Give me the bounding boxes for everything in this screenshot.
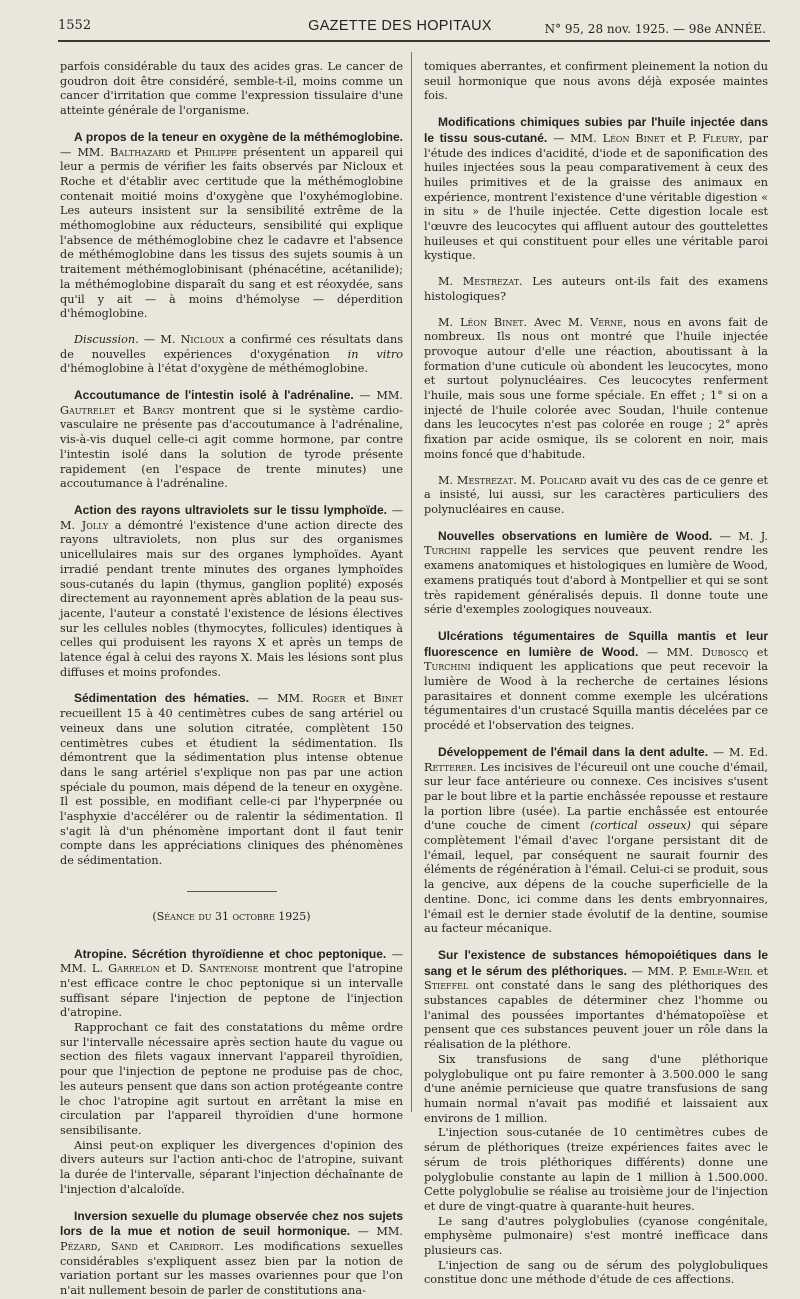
journal-title: GAZETTE DES HOPITAUX bbox=[308, 18, 492, 34]
author-name: Turchini bbox=[424, 660, 471, 674]
author-name: Roger bbox=[312, 692, 346, 706]
issue-info: N° 95, 28 nov. 1925. — 98e ANNÉE. bbox=[544, 22, 766, 36]
article-title: A propos de la teneur en oxygène de la méthémoglobine. bbox=[74, 129, 403, 144]
right-column bbox=[424, 60, 769, 1287]
session-heading bbox=[60, 891, 403, 925]
author-name: Duboscq bbox=[701, 645, 749, 659]
article-title: Atropine. Sécrétion thyroïdienne et choc peptonique. bbox=[74, 946, 387, 961]
author-name: Mestrezat bbox=[462, 275, 520, 289]
discussion-comment: M. Mestrezat. M. Policard avait vu des cas de ce genre et a insisté, lui aussi, sur les caractères particuliers des polynucléaires en cause. bbox=[424, 473, 769, 516]
article-title: Nouvelles observations en lumière de Wood. bbox=[438, 528, 713, 543]
article-duboscq: Ulcérations tégumentaires de Squilla mantis et leur fluorescence en lumière de Wood. — MM. Duboscq et Turchini indiquent les applications que peut recevoir la lumière de Wood à la recherche de certaines lésions parasitaires et donnent comme exemple les ulcérations tégumentaires d'un crustacé Squilla mantis décelées par ce procédé et l'observation des teignes. bbox=[424, 628, 768, 733]
discussion-reply: M. Léon Binet. Avec M. Verne, nous en avons fait de nombreux. Ils nous ont montré que l'huile injectée provoque autour d'elle une réaction, aboutissant à la formation d'une cuticule où abondent les leucocytes, mono et surtout polynucléaires. Ces leucocytes renferment l'huile, mais sous une forme spéciale. En effet ; 1° si on a injecté de l'huile colorée avec Soudan, l'huile contenue dans les leucocytes n'est pas colorée en rouge ; 2° après fixation par acide osmique, ils se colorent en noir, mais moins foncé que d'habitude. bbox=[424, 315, 769, 461]
author-name: D. Santenoise bbox=[181, 962, 259, 976]
author-name: Sand bbox=[110, 1239, 138, 1253]
article-pezard: Inversion sexuelle du plumage observée chez nos sujets lors de la mue et notion de seuil hormonique. — MM. Pézard, Sand et Caridroit. Les modifications sexuelles considérables s'expliquent assez bien par la notion de variation portant sur les masses ovariennes pour que l'on n'ait nullement besoin de parler de constitutions ana- bbox=[60, 1208, 403, 1298]
article-title: Sédimentation des hématies. bbox=[74, 691, 250, 706]
author-name: Jolly bbox=[81, 518, 109, 532]
article-jolly: Action des rayons ultraviolets sur le tissu lymphoïde. — M. Jolly a démontré l'existence d'une action directe des rayons ultraviolets, non plus sur des organismes unicellulaires mais sur des organes lymphoïdes. Ayant irradié pendant trente minutes des organes lymphoïdes sous-cutanés du lapin (thymus, ganglion poplité) exposés directement au rayonnement après ablation de la peau sus-jacente, l'auteur a constaté l'existence de lésions électives sur les cellules nobles (thymocytes, follicules) identiques à celles qui produisent les rayons X et après un temps de latence égal à celui des rayons X. Mais les lésions sont plus diffuses et moins profondes. bbox=[60, 502, 404, 679]
page-header bbox=[0, 0, 800, 46]
article-roger: Sédimentation des hématies. — MM. Roger et Binet recueillent 15 à 40 centimètres cubes de sang artériel ou veineux dans une solution citratée, complètent 150 centimètres cubes et étudient la sédimentation. Ils démontrent que la sédimentation plus intense obtenue dans le sang artériel s'explique non pas par une action spéciale du poumon, mais dépend de la teneur en oxygène. Il est possible, en modifiant celle-ci par l'hyperpnée ou l'asphyxie d'accélérer ou de ralentir la sédimentation. Il s'agit là d'un phénomène important dont il faut tenir compte dans les appréciations cliniques des phénomènes de sédimentation. bbox=[60, 691, 403, 868]
discussion-paragraph: Discussion. — M. Nicloux a confirmé ces résultats dans de nouvelles expériences d'oxygénation in vitro d'hémoglobine à l'état d'oxygène de méthémoglobine. bbox=[60, 332, 403, 376]
author-name: Stieffel bbox=[424, 979, 469, 993]
article-title: Sur l'existence de substances hémopoiétiques dans le sang et le sérum des pléthoriques. bbox=[424, 947, 768, 978]
article-title: Modifications chimiques subies par l'huile injectée dans le tissu sous-cutané. bbox=[424, 115, 768, 145]
paragraph: Rapprochant ce fait des constatations du même ordre sur l'intervalle nécessaire après section haute du vague ou section des filets vagaux innervant l'appareil thyroïdien, pour que l'injection de peptone ne produise pas de choc, les auteurs pensent que dans son action protégeante contre le choc l'atropine agit surtout en arrêtant la mise en circulation par l'appareil thyroïdien d'une hormone sensibilisante. bbox=[60, 1021, 403, 1137]
discussion-label: Discussion. bbox=[74, 332, 139, 346]
article-gautrelet: Accoutumance de l'intestin isolé à l'adrénaline. — MM. Gautrelet et Bargy montrent que si le système cardio-vasculaire ne présente pas d'accoutumance à l'adrénaline, vis-à-vis duquel celle-ci agit comme hormone, par contre l'intestin isolé dans la solution de tyrode présente rapidement (en l'espace de trente minutes) une accoutumance à l'adrénaline. bbox=[60, 388, 403, 491]
author-name: P. Fleury bbox=[687, 131, 740, 145]
author-name: Mestrezat bbox=[456, 473, 514, 487]
page-number: 1552 bbox=[58, 18, 92, 33]
article-title: Action des rayons ultraviolets sur le tissu lymphoïde. bbox=[74, 502, 387, 517]
article-balthazard: A propos de la teneur en oxygène de la méthémoglobine. — MM. Balthazard et Philippe présentent un appareil qui leur a permis de vérifier les faits observés par Nicloux et Roche et d'établir avec certitude que la méthémoglobine contenait moitié moins d'oxygène que l'oxyhémoglobine. Les auteurs insistent sur la sensibilité extrême de la méthomoglobine aux réducteurs, sensibilité qui explique l'absence de méthémoglobine chez le cadavre et l'absence de méthémoglobine dans les tissus des sujets soumis à un traitement méthémoglobinisant (phénacétine, acétanilide); la méthémoglobine disparaît du sang et est réoxydée, sans qu'il y ait — à moins d'hémolyse — déperdition d'hémoglobine. bbox=[60, 129, 403, 321]
discussion-question: M. Mestrezat. Les auteurs ont-ils fait des examens histologiques? bbox=[424, 275, 769, 303]
author-name: Balthazard bbox=[110, 145, 171, 159]
header-rule bbox=[58, 40, 770, 42]
author-name: Gautrelet bbox=[60, 403, 116, 417]
article-title: Développement de l'émail dans la dent adulte. bbox=[438, 744, 709, 759]
author-name: Pézard bbox=[60, 1239, 98, 1253]
author-name: Bargy bbox=[142, 403, 175, 417]
article-title: Accoutumance de l'intestin isolé à l'adrénaline. bbox=[74, 388, 354, 403]
article-binet: Modifications chimiques subies par l'huile injectée dans le tissu sous-cutané. — MM. Léon Binet et P. Fleury, par l'étude des indices d'acidité, d'iode et de saponification des huiles injectées sous la peau comparativement à ceux des huiles primitives et de la graisse des animaux en expérience, montrent l'existence d'une véritable digestion « in situ » de l'huile injectée. Cette digestion locale est l'œuvre des leucocytes qui affluent autour des gouttelettes huileuses et qui constituent pour elles une véritable paroi kystique. bbox=[424, 115, 768, 263]
divider bbox=[187, 891, 277, 892]
author-name: Binet bbox=[373, 692, 403, 706]
author-name: Policard bbox=[539, 473, 587, 487]
author-name: Emile-Weil bbox=[692, 964, 753, 978]
article-garrelon: Atropine. Sécrétion thyroïdienne et choc peptonique. — MM. L. Garrelon et D. Santenoise montrent que l'atropine n'est efficace contre le choc peptonique si un intervalle suffisant sépare l'injection de peptone de l'injection d'atropine. bbox=[60, 946, 404, 1020]
paragraph: L'injection sous-cutanée de 10 centimètres cubes de sérum de pléthoriques (treize expériences faites avec le sérum de trois pléthoriques différents) donne une polyglobulie constante au lapin de 1 million à 1.500.000. Cette polyglobulie se réalise au troisième jour de l'injection et dure de vingt-quatre à quarante-huit heures. bbox=[424, 1126, 768, 1213]
author-name: Nicloux bbox=[180, 332, 225, 346]
author-name: Caridroit bbox=[169, 1239, 221, 1253]
paragraph: Ainsi peut-on expliquer les divergences d'opinion des divers auteurs sur l'action anti-choc de l'atropine, suivant la durée de l'intervalle, séparant l'injection déchaînante de l'injection d'alcaloïde. bbox=[60, 1138, 403, 1196]
author-name: L. Garrelon bbox=[91, 962, 160, 976]
article-title: Inversion sexuelle du plumage observée chez nos sujets lors de la mue et notion de seuil hormonique. bbox=[60, 1208, 403, 1239]
author-name: Retterer bbox=[424, 760, 473, 774]
paragraph: Le sang d'autres polyglobulies (cyanose congénitale, emphysème pulmonaire) s'est montré inefficace dans plusieurs cas. bbox=[424, 1214, 768, 1258]
author-name: Léon Binet bbox=[460, 315, 524, 329]
author-name: Philippe bbox=[194, 145, 237, 159]
paragraph: Six transfusions de sang d'une pléthorique polyglobulique ont pu faire remonter à 3.500.000 le sang d'une anémie pernicieuse que quatre transfusions de sang humain normal n'avait pas modifié et laissaient aux environs de 1 million. bbox=[424, 1052, 768, 1125]
left-column bbox=[60, 60, 404, 1298]
author-name: Verne bbox=[590, 315, 623, 329]
article-title: Ulcérations tégumentaires de Squilla mantis et leur fluorescence en lumière de Wood. bbox=[424, 628, 768, 659]
session-date: (Séance du 31 octobre 1925) bbox=[152, 909, 311, 923]
author-name: Turchini bbox=[424, 544, 471, 558]
article-emile-weil: Sur l'existence de substances hémopoiétiques dans le sang et le sérum des pléthoriques. — MM. P. Emile-Weil et Stieffel ont constaté dans le sang des pléthoriques des substances capables de déterminer chez l'homme ou l'animal des poussées importantes d'hématopoïèse et pensent que ces substances peuvent jouer un rôle dans la réalisation de la pléthore. bbox=[424, 947, 768, 1052]
paragraph: tomiques aberrantes, et confirment pleinement la notion du seuil hormonique que nous avons déjà exposée maintes fois. bbox=[424, 60, 768, 103]
paragraph: parfois considérable du taux des acides gras. Le cancer de goudron doit être considéré, semble-t-il, moins comme un cancer d'irritation que comme l'expression tissulaire d'une atteinte générale de l'organisme. bbox=[60, 60, 403, 118]
author-name: Léon Binet bbox=[602, 131, 665, 145]
paragraph: L'injection de sang ou de sérum des polyglobuliques constitue donc une méthode d'étude de ces affections. bbox=[424, 1258, 768, 1287]
article-retterer: Développement de l'émail dans la dent adulte. — M. Ed. Retterer. Les incisives de l'écureuil ont une couche d'émail, sur leur face antérieure ou connexe. Ces incisives s'usent par le bout libre et la partie enchâssée repousse et restaure la portion libre (usée). La partie enchâssée est entourée d'une couche de ciment (cortical osseux) qui sépare complètement l'émail d'avec l'organe persistant dit de l'émail, lequel, par conséquent ne saurait fournir des éléments de régénération à l'émail. Celui-ci se produit, sous la gencive, aux dépens de la couche superficielle de la dentine. Donc, ici comme dans les dents embryonnaires, l'émail est le dernier stade évolutif de la dentine, soumise au facteur mécanique. bbox=[424, 744, 768, 936]
article-turchini: Nouvelles observations en lumière de Wood. — M. J. Turchini rappelle les services que peuvent rendre les examens anatomiques et histologiques en lumière de Wood, examens pratiqués tout d'abord à Montpellier et qui se sont très rapidement généralisés depuis. Il donne toute une série d'exemples zoologiques nouveaux. bbox=[424, 528, 768, 617]
column-divider bbox=[411, 52, 412, 1112]
